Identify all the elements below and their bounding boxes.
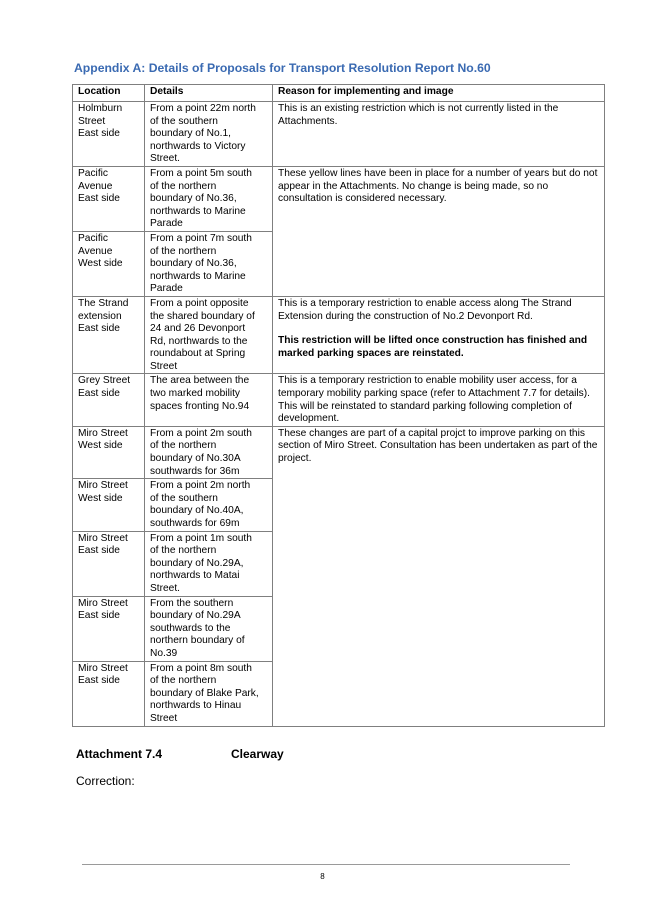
table-row [73, 296, 605, 374]
reason-note-bold: This restriction will be lifted once construction has finished and marked parking spaces are reinstated. [278, 335, 588, 359]
reason-text: This is a temporary restriction to enable access along The Strand Extension during the construction of No.2 Devonport Rd. [278, 297, 572, 322]
details-cell: From the southern boundary of No.29A southwards to the northern boundary of No.39 [145, 596, 273, 661]
details-cell: From a point opposite the shared boundary of 24 and 26 Devonport Rd, northwards to the roundabout at Spring Street [145, 296, 273, 374]
location-cell: Miro Street West side [73, 479, 145, 531]
location-cell: Pacific Avenue East side [73, 166, 145, 231]
proposals-table [72, 84, 605, 727]
column-header-location: Location [73, 85, 145, 102]
reason-cell: This is an existing restriction which is not currently listed in the Attachments. [273, 102, 605, 167]
footer-divider [82, 864, 570, 865]
attachment-title: Clearway [231, 747, 284, 761]
correction-label: Correction: [76, 774, 135, 788]
table-row [73, 426, 605, 478]
column-header-reason: Reason for implementing and image [273, 85, 605, 102]
details-cell: The area between the two marked mobility spaces fronting No.94 [145, 374, 273, 426]
reason-cell: These changes are part of a capital projct to improve parking on this section of Miro Street. Consultation has been undertaken as part of the project. [273, 426, 605, 726]
attachment-label: Attachment 7.4 [76, 747, 163, 761]
details-cell: From a point 1m south of the northern boundary of No.29A, northwards to Matai Street. [145, 531, 273, 596]
location-cell: Miro Street West side [73, 426, 145, 478]
location-cell: Grey Street East side [73, 374, 145, 426]
details-cell: From a point 5m south of the northern boundary of No.36, northwards to Marine Parade [145, 166, 273, 231]
location-cell: Holmburn Street East side [73, 102, 145, 167]
location-cell: Miro Street East side [73, 596, 145, 661]
details-cell: From a point 22m north of the southern boundary of No.1, northwards to Victory Street. [145, 102, 273, 167]
page-number: 8 [320, 872, 325, 881]
details-cell: From a point 2m north of the southern boundary of No.40A, southwards for 69m [145, 479, 273, 531]
table-row [73, 374, 605, 426]
location-cell: The Strand extension East side [73, 296, 145, 374]
reason-cell: These yellow lines have been in place for a number of years but do not appear in the Attachments. No change is being made, so no consultation is considered necessary. [273, 166, 605, 296]
details-cell: From a point 7m south of the northern boundary of No.36, northwards to Marine Parade [145, 231, 273, 296]
reason-cell: This is a temporary restriction to enable mobility user access, for a temporary mobility parking space (refer to Attachment 7.7 for details). This will be reinstated to standard parking following completion of development. [273, 374, 605, 426]
reason-cell [273, 296, 605, 374]
location-cell: Miro Street East side [73, 531, 145, 596]
table-row [73, 102, 605, 167]
table-header-row [73, 85, 605, 102]
details-cell: From a point 2m south of the northern boundary of No.30A southwards for 36m [145, 426, 273, 478]
details-cell: From a point 8m south of the northern boundary of Blake Park, northwards to Hinau Street [145, 661, 273, 726]
location-cell: Miro Street East side [73, 661, 145, 726]
paragraph-gap [278, 323, 600, 335]
column-header-details: Details [145, 85, 273, 102]
table-row [73, 166, 605, 231]
location-cell: Pacific Avenue West side [73, 231, 145, 296]
appendix-heading: Appendix A: Details of Proposals for Transport Resolution Report No.60 [74, 61, 491, 75]
